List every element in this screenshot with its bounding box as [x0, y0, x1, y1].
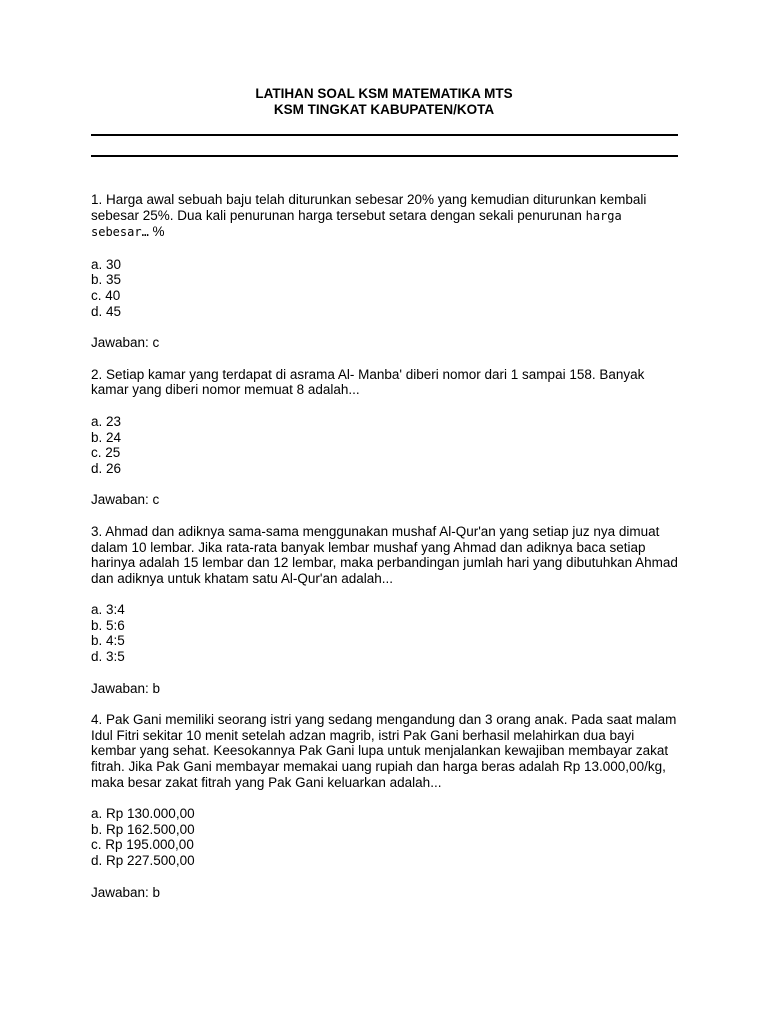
document-subtitle: KSM TINGKAT KABUPATEN/KOTA: [273, 102, 495, 117]
question-2: [91, 367, 681, 508]
question-text: [91, 192, 681, 241]
option-d: d. Rp 227.500,00: [91, 853, 195, 868]
question-1: [91, 192, 681, 351]
question-text: 4. Pak Gani memiliki seorang istri yang sedang mengandung dan 3 orang anak. Pada saat malam Idul Fitri sekitar 10 menit setelah adzan magrib, istri Pak Gani berhasil melahirkan dua bayi kembar yang sehat. Keesokannya Pak Gani lupa untuk menjalankan kewajiban membayar zakat fitrah. Jika Pak Gani membayar memakai uang rupiah dan harga beras adalah Rp 13.000,00/kg, maka besar zakat fitrah yang Pak Gani keluarkan adalah...: [91, 712, 677, 790]
option-b: b. 5:6: [91, 617, 125, 633]
question-text-main: 1. Harga awal sebuah baju telah diturunkan sebesar 20% yang kemudian diturunkan kembali sebesar 25%. Dua kali penurunan harga tersebut setara dengan sekali penurunan: [91, 192, 647, 223]
option-d: d. 3:5: [91, 649, 125, 665]
header-rule-bottom: [91, 155, 678, 157]
answer-options: [91, 602, 681, 664]
option-c: c. Rp 195.000,00: [91, 837, 194, 853]
answer-options: [91, 414, 681, 476]
option-a: a. 3:4: [91, 602, 125, 618]
option-c: c. 40: [91, 287, 121, 303]
option-c: c. 25: [91, 445, 121, 461]
option-b: b. Rp 162.500,00: [91, 821, 195, 837]
answer-key: Jawaban: c: [91, 492, 160, 508]
option-a: a. 30: [91, 256, 122, 272]
question-text: 2. Setiap kamar yang terdapat di asrama Al- Manba' diberi nomor dari 1 sampai 158. Banyak kamar yang diberi nomor memuat 8 adalah...: [91, 366, 645, 398]
question-text: 3. Ahmad dan adiknya sama-sama menggunakan mushaf Al-Qur'an yang setiap juz nya dimuat dalam 10 lembar. Jika rata-rata banyak lembar mushaf yang Ahmad dan adiknya baca setiap harinya adalah 15 lembar dan 12 lembar, maka perbandingan jumlah hari yang dibutuhkan Ahmad dan adiknya untuk khatam satu Al-Qur'an adalah...: [91, 523, 678, 586]
question-text-tail: harga sebesar…: [91, 208, 622, 240]
question-3: [91, 524, 681, 696]
answer-options: [91, 806, 681, 868]
document-header: [0, 86, 768, 118]
option-a: a. 23: [91, 413, 122, 429]
header-rule-top: [91, 134, 678, 136]
option-b: b. 24: [91, 429, 122, 445]
option-b: b. 35: [91, 272, 122, 288]
option-d: d. 26: [91, 460, 122, 476]
answer-options: [91, 257, 681, 319]
answer-key: Jawaban: c: [91, 335, 160, 351]
option-a: a. Rp 130.000,00: [91, 806, 195, 822]
question-4: [91, 712, 681, 900]
question-text-unit: %: [148, 224, 165, 240]
questions-list: [91, 192, 681, 916]
answer-key: Jawaban: b: [91, 680, 161, 696]
answer-key: Jawaban: b: [91, 884, 161, 900]
document-title: LATIHAN SOAL KSM MATEMATIKA MTS: [255, 86, 513, 101]
option-d: d. 45: [91, 303, 122, 319]
option-c: b. 4:5: [91, 633, 125, 649]
